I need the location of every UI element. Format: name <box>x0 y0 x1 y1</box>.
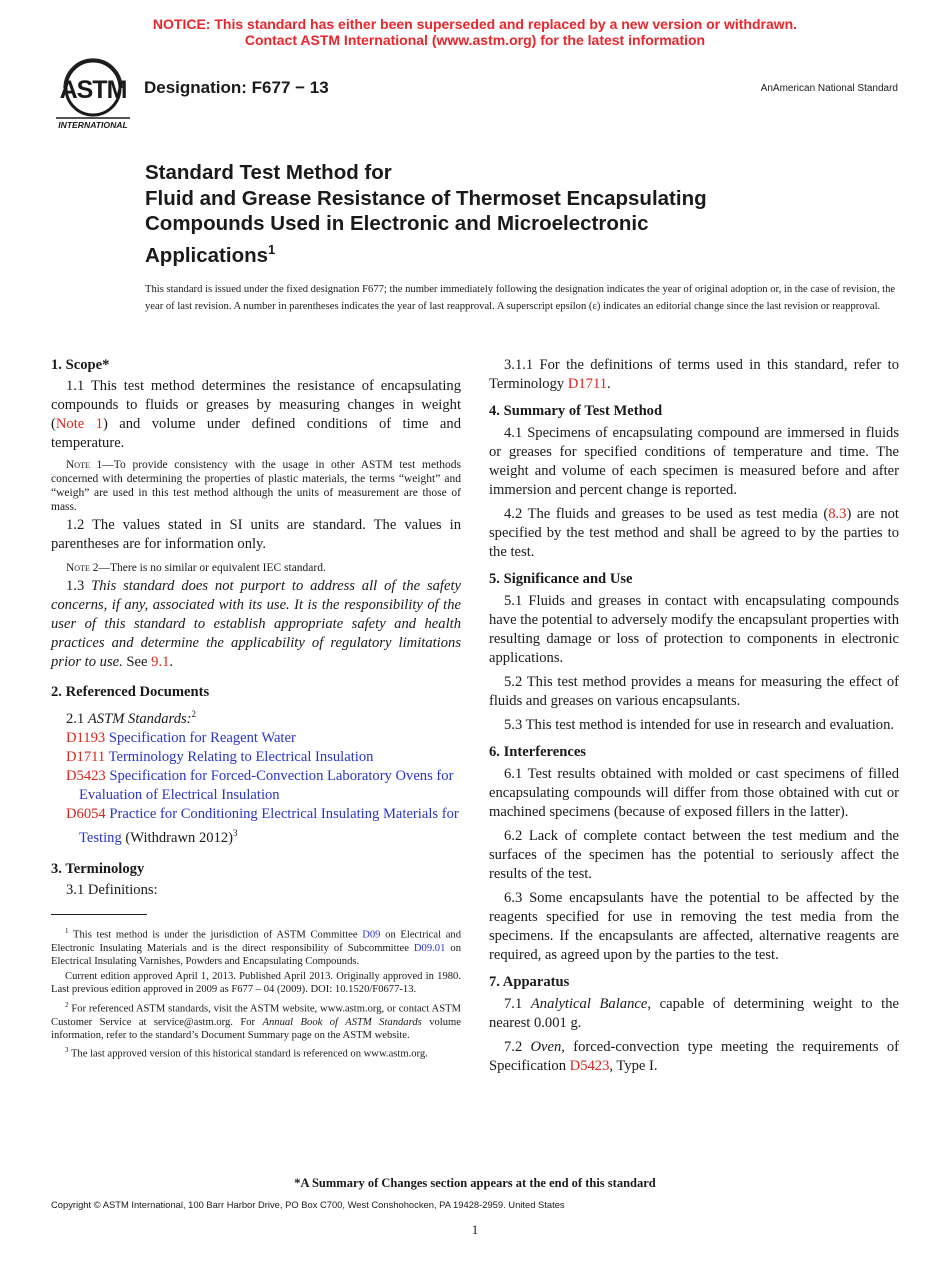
section-6-heading: 6. Interferences <box>489 744 586 760</box>
subcommittee-link[interactable]: D09.01 <box>413 942 446 954</box>
reference-item[interactable]: D6054 Practice for Conditioning Electrical Insulating Materials for Testing (Withdrawn 2012)$^3$ <box>66 805 459 846</box>
note-1-link[interactable]: Note 1 <box>55 416 103 432</box>
document-title <box>145 160 865 268</box>
copyright-line: Copyright © ASTM International, 100 Barr Harbor Drive, PO Box C700, West Conshohocken, PA 19428-2959. United States <box>51 1199 565 1210</box>
astm-logo <box>52 56 134 132</box>
paragraph-4-1: 4.1 Specimens of encapsulating compound are immersed in fluids or greases for specified conditions of temperature and time. The weight and volume of each specimen is measured before and after immersion and percent change is reported. <box>489 425 899 498</box>
paragraph-7-2: 7.2 Oven, forced-convection type meeting the requirements of Specification D5423, Type I. <box>489 1039 899 1074</box>
reference-code[interactable]: D1711 <box>66 748 106 765</box>
paragraph-5-1: 5.1 Fluids and greases in contact with encapsulating compounds have the potential to adversely modify the encapsulant properties with resulting damage or loss of protection to components in electronic applications. <box>489 593 899 666</box>
reference-title[interactable]: Specification for Reagent Water <box>108 729 296 746</box>
section-9-1-link[interactable]: 9.1 <box>151 654 170 670</box>
notice-line-1: NOTICE: This standard has either been superseded and replaced by a new version or withdrawn. <box>152 16 798 32</box>
paragraph-5-2: 5.2 This test method provides a means for measuring the effect of fluids and greases on various encapsulants. <box>489 674 899 709</box>
title-line-2: Fluid and Grease Resistance of Thermoset Encapsulating <box>145 186 707 210</box>
reference-title[interactable]: Terminology Relating to Electrical Insulation <box>108 748 374 765</box>
paragraph-7-1: 7.1 Analytical Balance, capable of determining weight to the nearest 0.001 g. <box>489 996 899 1031</box>
footnote-1-edition: Current edition approved April 1, 2013. Published April 2013. Originally approved in 1980. Last previous edition approved in 2009 as F677 – 04 (2009). DOI: 10.1520/F0677-13. <box>51 971 461 996</box>
footnote-1: $^1$ This test method is under the jurisdiction of ASTM Committee D09 on Electrical and Electronic Insulating Materials and is the direct responsibility of Subcommittee D09.01 on Electrical Insulating Varnishes, Powders and Encapsulating Compounds. <box>51 926 461 967</box>
title-line-3: Compounds Used in Electronic and Microelectronic <box>145 212 649 235</box>
d1711-link[interactable]: D1711 <box>567 376 608 392</box>
national-standard-label: AnAmerican National Standard <box>760 83 898 94</box>
paragraph-5-3: 5.3 This test method is intended for use in research and evaluation. <box>504 717 895 733</box>
reference-title[interactable]: Specification for Forced-Convection Laboratory Ovens for Evaluation of Electrical Insulation <box>79 767 454 803</box>
section-1-heading: 1. Scope* <box>51 357 110 373</box>
section-8-3-link[interactable]: 8.3 <box>828 506 847 522</box>
footnote-2: $^2$ For referenced ASTM standards, visit the ASTM website, www.astm.org, or contact ASTM Customer Service at service@astm.org. For Annual Book of ASTM Standards volume information, refer to the standard’s Document Summary page on the ASTM website. <box>51 1000 461 1041</box>
title-line-1: Standard Test Method for <box>145 161 392 184</box>
paragraph-4-2: 4.2 The fluids and greases to be used as test media (8.3) are not specified by the test method and shall be agreed to by the parties to the test. <box>489 506 899 560</box>
logo-caption: INTERNATIONAL <box>58 120 128 130</box>
reference-item[interactable] <box>51 729 461 748</box>
left-column <box>51 356 461 1061</box>
paragraph-6-2: 6.2 Lack of complete contact between the test medium and the surfaces of the specimen has the potential to seriously affect the results of the test. <box>489 828 899 882</box>
notice-banner <box>0 16 950 48</box>
paragraph-1-3: 1.3 This standard does not purport to address all of the safety concerns, if any, associated with its use. It is the responsibility of the user of this standard to establish appropriate safety and health practices and determine the applicability of regulatory limitations prior to use. See 9.1. <box>51 578 461 670</box>
footnotes <box>51 925 461 1061</box>
d5423-link[interactable]: D5423 <box>569 1058 610 1074</box>
committee-link[interactable]: D09 <box>362 929 381 941</box>
right-column <box>489 356 899 1076</box>
paragraph-2-1: 2.1 ASTM Standards:$^2$ <box>66 709 197 727</box>
designation: Designation: F677 − 13 <box>144 78 329 97</box>
title-line-4: Applications <box>145 243 269 267</box>
issuance-statement: This standard is issued under the fixed designation F677; the number immediately following the designation indicates the year of original adoption or, in the case of revision, the year of last revision. A number in parentheses indicates the year of last reapproval. A superscript epsilon (ε) indicates an editorial change since the last revision or reapproval. <box>145 284 896 312</box>
reference-item[interactable] <box>51 748 461 767</box>
reference-code[interactable]: D5423 <box>66 767 106 784</box>
paragraph-1-2: 1.2 The values stated in SI units are standard. The values in parentheses are for information only. <box>51 517 461 552</box>
footnote-3: $^3$ The last approved version of this historical standard is referenced on www.astm.org. <box>65 1046 428 1060</box>
reference-title[interactable]: Practice for Conditioning Electrical Insulating Materials for Testing <box>79 805 459 846</box>
section-4-heading: 4. Summary of Test Method <box>489 403 663 419</box>
footnote-separator <box>51 914 147 915</box>
notice-line-2: Contact ASTM International (www.astm.org) for the latest information <box>244 32 706 48</box>
section-5-heading: 5. Significance and Use <box>489 571 633 587</box>
logo-letters: ASTM <box>59 76 127 104</box>
note-2: Note 2—There is no similar or equivalent IEC standard. <box>66 562 326 574</box>
reference-item[interactable] <box>51 767 461 805</box>
reference-code[interactable]: D6054 <box>66 805 106 822</box>
paragraph-6-1: 6.1 Test results obtained with molded or cast specimens of filled encapsulating compounds will differ from those obtained with cut or machined specimens (because of exposed fillers in the latter). <box>489 766 899 820</box>
section-2-heading: 2. Referenced Documents <box>51 684 210 700</box>
paragraph-1-1: 1.1 This test method determines the resistance of encapsulating compounds to fluids or greases by measuring changes in weight (Note 1) and volume under defined conditions of time and temperature. <box>51 378 461 451</box>
page-number: 1 <box>471 1222 479 1237</box>
title-footnote-mark: 1 <box>268 241 276 257</box>
reference-code[interactable]: D1193 <box>66 729 106 746</box>
section-3-heading: 3. Terminology <box>51 860 145 877</box>
paragraph-3-1-1: 3.1.1 For the definitions of terms used in this standard, refer to Terminology D1711. <box>489 357 899 392</box>
note-1: Note 1—To provide consistency with the usage in other ASTM test methods concerned with determining the properties of plastic materials, the terms “weight” and “weigh” are used in this test method although the units of measurement are those of mass. <box>51 459 461 513</box>
paragraph-6-3: 6.3 Some encapsulants have the potential to be affected by the reagents specified for use in removing the test media from the specimens. If the encapsulants are affected, alternative reagents are required, as agreed upon by the parties to the test. <box>489 890 899 963</box>
summary-of-changes-note: *A Summary of Changes section appears at the end of this standard <box>294 1176 656 1190</box>
paragraph-3-1: 3.1 Definitions: <box>66 881 158 898</box>
section-7-heading: 7. Apparatus <box>489 974 570 990</box>
